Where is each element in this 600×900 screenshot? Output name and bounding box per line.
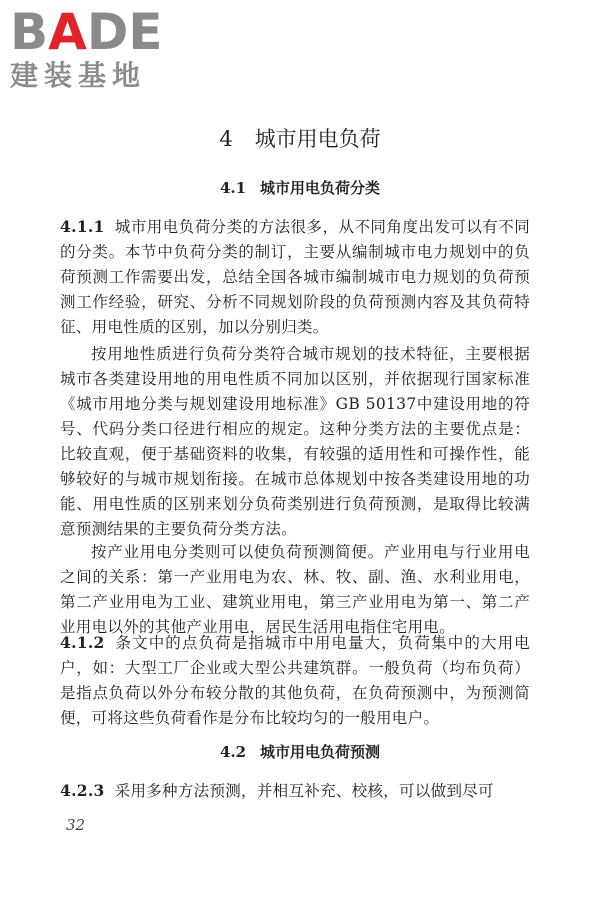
logo-wordmark: BADE [10, 3, 163, 61]
clause-number: 4.1.1 [60, 217, 105, 236]
paragraph-4-1-1 [60, 214, 530, 340]
logo-subtitle: 建装基地 [10, 59, 147, 92]
paragraph-4-2-3 [60, 778, 530, 804]
section-title-text: 城市用电负荷预测 [260, 743, 381, 761]
paragraph-land-use [60, 342, 530, 542]
paragraph-text: 按用地性质进行负荷分类符合城市规划的技术特征，主要根据城市各类建设用地的用电性质不同加以区别，并依据现行国家标准《城市用地分类与规划建设用地标准》GB 50137中建设用地的符号、代码分类口径进行相应的规定。这种分类方法的主要优点是：比较直观，便于基础资料的收集，有较强的适用性和可操作性，能够较好的与城市规划衔接。在城市总体规划中按各类建设用地的功能、用电性质的区别来划分负荷类别进行负荷预测，是取得比较满意预测结果的主要负荷分类方法。 [60, 345, 530, 538]
paragraph-text: 条文中的点负荷是指城市中用电量大，负荷集中的大用电户，如：大型工厂企业或大型公共建筑群。一般负荷（均布负荷）是指点负荷以外分布较分散的其他负荷，在负荷预测中，为预测简便，可将这些负荷看作是分布比较均匀的一般用电户。 [60, 634, 530, 727]
paragraph-text: 按产业用电分类则可以使负荷预测简便。产业用电与行业用电之间的关系：第一产业用电为农、林、牧、副、渔、水利业用电，第二产业用电为工业、建筑业用电，第三产业用电为第一、第二产业用电以外的其他产业用电，居民生活用电指住宅用电。 [60, 543, 530, 636]
section-number: 4.1 [219, 179, 247, 197]
section-title-text: 城市用电负荷分类 [260, 179, 381, 197]
chapter-number: 4 [219, 127, 233, 151]
paragraph-industry [60, 540, 530, 640]
clause-number: 4.2.3 [60, 781, 105, 800]
paragraph-text: 采用多种方法预测，并相互补充、校核，可以做到尽可 [114, 782, 494, 800]
chapter-title [0, 124, 600, 154]
section-title-4-1 [0, 176, 600, 200]
clause-number: 4.1.2 [60, 633, 105, 652]
paragraph-4-1-2 [60, 630, 530, 731]
chapter-title-text: 城市用电负荷 [254, 127, 381, 151]
section-number: 4.2 [219, 743, 247, 761]
bade-logo [10, 3, 180, 92]
section-title-4-2 [0, 740, 600, 764]
paragraph-text: 城市用电负荷分类的方法很多，从不同角度出发可以有不同的分类。本节中负荷分类的制订，主要从编制城市电力规划中的负荷预测工作需要出发，总结全国各城市编制城市电力规划的负荷预测工作经验，研究、分析不同规划阶段的负荷预测内容及其负荷特征、用电性质的区别，加以分别归类。 [60, 218, 530, 336]
page-number: 32 [66, 816, 86, 834]
